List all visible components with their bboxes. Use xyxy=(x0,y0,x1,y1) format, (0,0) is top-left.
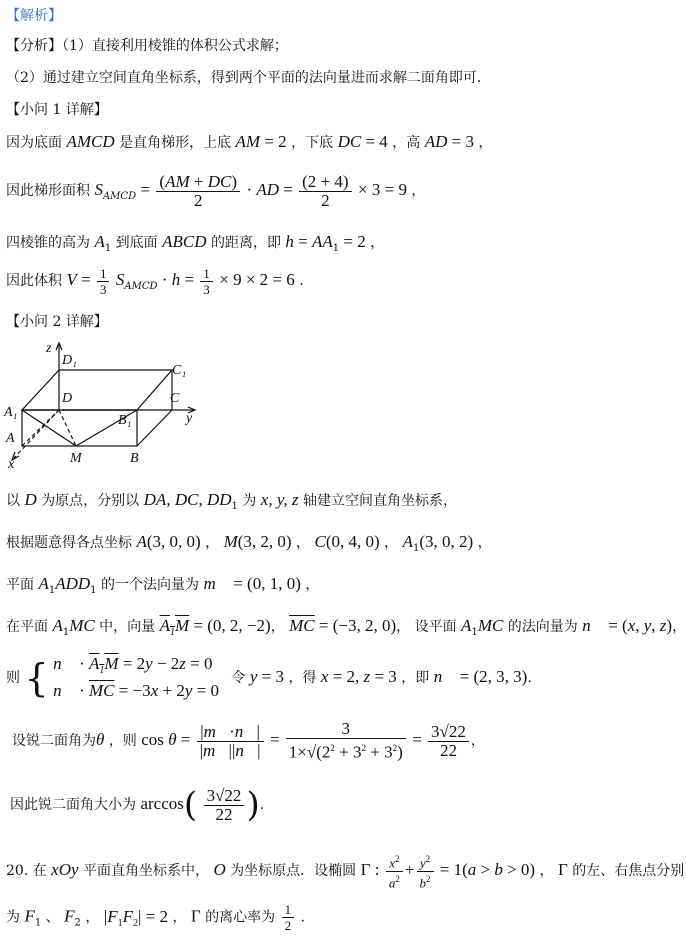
label-d1: D₁ xyxy=(62,353,77,368)
label-y: y xyxy=(186,411,193,426)
q1-line1: 因为底面 AMCD 是直角梯形，上底 AM = 2 ，下底 DC = 4 ，高 AD = 3 ， xyxy=(6,132,493,151)
q2-line6: 设锐二面角为θ ，则 cos θ = $\frac{|m⃗\cdot n⃗|}{|m⃗||n⃗|}$ = $\frac{3}{1\times√(2^2 + 3^2 + 3^2)}$ = $\frac{3√22}{22}$ ， xyxy=(12,719,485,762)
label-c1: C₁ xyxy=(172,363,187,378)
area-fraction-2: $\frac{(2 + 4)}{2}$ xyxy=(299,173,351,210)
q1-heading: 【小问 1 详解】 xyxy=(6,102,108,118)
q2-line7: 因此锐二面角大小为 arccos( $\frac{3√22}{22}$ ). xyxy=(10,785,265,825)
top-face xyxy=(22,370,172,410)
cuboid-figure xyxy=(4,338,204,470)
arccos-fraction: $\frac{3√22}{22}$ xyxy=(204,787,245,824)
q20-line1: 20. 在 xOy 平面直角坐标系中， O 为坐标原点．设椭圆 Γ : $\frac{x^2}{a^2}$ + $\frac{y^2}{b^2}$ = 1(a > b > 0) ， Γ 的左、右焦点分别 xyxy=(6,854,685,890)
q2-line4: 在平面 $A_1MC$ 中，向量 $A_1M = (0$, 2, −2)， $\overline{MC} = (-3$, 2, 0)， 设平面 $A_1MC$ 的法向量为 n⃗ = (x, y, z)， xyxy=(6,616,686,638)
cos-result-fraction: $\frac{3√22}{22}$ xyxy=(428,723,469,760)
solution-heading: 【解析】 xyxy=(6,8,62,24)
analysis-label: 【分析】 xyxy=(6,38,62,54)
q2-heading: 【小问 2 详解】 xyxy=(6,314,108,330)
q1-line4: 因此体积 V = $\frac{1}{3}$ $S_{AMCD} \cdot h$ = $\frac{1}{3}$ × 9 × 2 = 6 . xyxy=(6,265,304,297)
label-c: C xyxy=(170,391,180,406)
cos-value-fraction: $\frac{3}{1\times√(2^2 + 3^2 + 3^2)}$ xyxy=(286,720,406,762)
label-a1: A₁ xyxy=(4,405,18,420)
analysis-part2: （2）通过建立空间直角坐标系，得到两个平面的法向量进而求解二面角即可. xyxy=(6,70,482,86)
label-b: B xyxy=(130,451,139,466)
analysis-text1: （1）直接利用棱锥的体积公式求解； xyxy=(62,38,288,54)
x-axis-dashed xyxy=(14,410,59,458)
label-z: z xyxy=(46,341,52,356)
cos-fraction: $\frac{|m⃗\cdot n⃗|}{|m⃗||n⃗|}$ xyxy=(197,723,264,760)
q2-line1: 以 D 为原点，分别以 DA, DC, $DD_1$ 为 x, y, z 轴建立空间直角坐标系， xyxy=(6,490,458,512)
q2-line2: 根据题意得各点坐标 A(3, 0, 0) ， M(3, 2, 0) ， C(0, 4, 0) ， $A_1(3$, 0, 2) ， xyxy=(6,532,492,554)
q1-line3: 四棱锥的高为 $A_1$ 到底面 ABCD 的距离，即 $h = AA_1 = 2$ ， xyxy=(6,232,385,254)
label-a: A xyxy=(6,431,15,446)
analysis-part1 xyxy=(6,36,288,56)
q1-line2: 因此梯形面积 $S_{AMCD}$ = $\frac{(AM + DC)}{2}$ · AD = $\frac{(2 + 4)}{2}$ × 3 = 9 ， xyxy=(6,171,426,210)
edge-ad-dashed xyxy=(22,410,59,446)
q2-line5: 则 { n⃗ · $A_1M = 2y - 2z = 0$ n⃗ · $\overline{MC} = -3x + 2y = 0$ 令 y = 3 ，得 x = 2, z = 3 ，即 n⃗ = (2, 3, 3). xyxy=(6,654,532,700)
q20-line2: 为 $F_1$ 、 $F_2$ ， $|F_1F_2| = 2$ ， Γ 的离心率为 $\frac{1}{2}$ . xyxy=(6,902,306,933)
question-number: 20. xyxy=(6,863,29,879)
label-d: D xyxy=(62,391,73,406)
label-b1: B₁ xyxy=(118,413,132,428)
label-x: x xyxy=(8,457,15,472)
q2-line3: 平面 $A_1ADD_1$ 的一个法向量为 m⃗ = (0, 1, 0) ， xyxy=(6,574,320,596)
edge-cb xyxy=(137,410,172,446)
label-m: M xyxy=(70,451,82,466)
area-fraction-1: $\frac{(AM + DC)}{2}$ xyxy=(156,173,240,210)
equation-system: n⃗ · $A_1M = 2y - 2z = 0$ n⃗ · $\overline{MC} = -3x + 2y = 0$ xyxy=(53,654,219,700)
